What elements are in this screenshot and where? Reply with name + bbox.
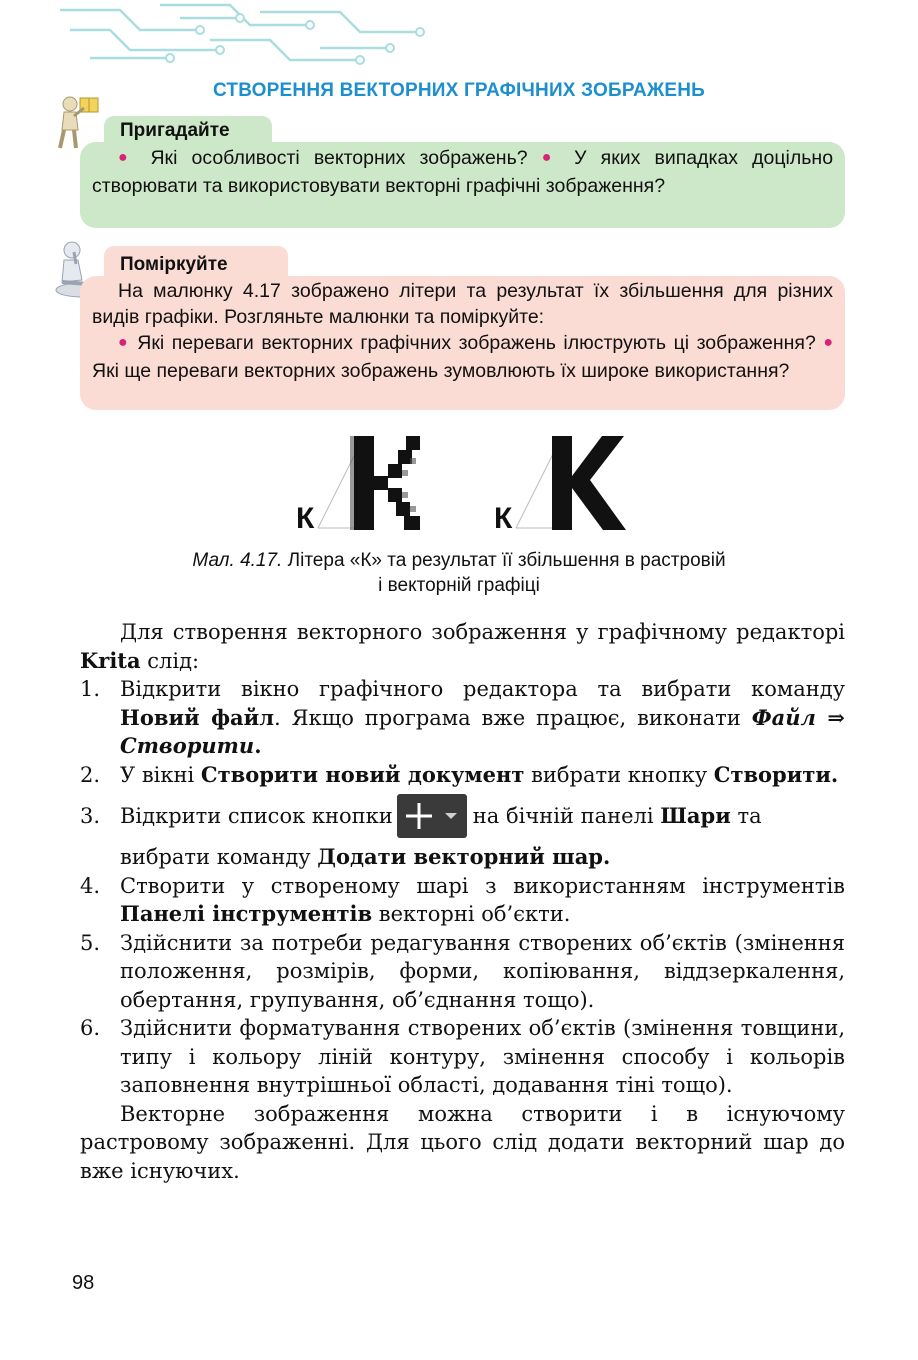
figure-caption: [0, 548, 918, 598]
raster-small-letter: К: [296, 502, 315, 535]
vector-letter-group: [494, 436, 626, 535]
think-question-2: Які ще переваги векторних зображень зумовлюють їх широке використання?: [92, 360, 790, 382]
intro-paragraph: Для створення векторного зображення у графічному редакторі Krita слід:: [80, 620, 845, 673]
raster-letter-group: [296, 436, 420, 535]
step-1: 1. Відкрити вікно графічного редактора та вибрати команду Новий файл. Якщо програма вже працює, виконати Файл ⇒ Створити.: [80, 677, 845, 758]
caption-text-2: і векторній графіці: [378, 575, 540, 596]
app-name: Krita: [80, 647, 141, 673]
think-question-1: Які переваги векторних графічних зображень ілюструють ці зображення?: [137, 332, 816, 354]
step-4: 4. Створити у створеному шарі з використанням інструментів Панелі інструментів векторні об’єкти.: [80, 873, 845, 926]
remember-box-title: Пригадайте: [104, 116, 272, 146]
think-intro: На малюнку 4.17 зображено літери та результат їх збільшення для різних видів графіки. Розгляньте малюнки та поміркуйте:: [92, 280, 833, 328]
closing-paragraph: Векторне зображення можна створити і в існуючому растровому зображенні. Для цього слід додати векторний шар до вже існуючих.: [80, 1101, 845, 1183]
caption-text: Літера «К» та результат її збільшення в растровій: [287, 550, 726, 571]
steps-list: [80, 675, 845, 1100]
circuit-decoration-icon: [60, 0, 430, 70]
bullet-icon: ●: [541, 149, 561, 166]
add-layer-button-icon: [397, 794, 467, 838]
step-5: 5. Здійснити за потреби редагування створених об’єктів (змінення положення, розмірів, форми, копіювання, віддзеркалення, обертання, групування, об’єднання тощо).: [80, 930, 845, 1012]
vector-small-letter: К: [494, 502, 513, 535]
think-box: [80, 276, 845, 410]
bullet-icon: ●: [118, 149, 137, 166]
step-3: 3. Відкрити список кнопки на бічній панелі Шари та вибрати команду Додати векторний шар.: [80, 793, 845, 872]
think-box-title: Поміркуйте: [104, 246, 288, 280]
letter-k-figure: [290, 430, 640, 540]
add-layer-button[interactable]: [397, 794, 467, 838]
page-number: 98: [72, 1272, 95, 1294]
section-title: СТВОРЕННЯ ВЕКТОРНИХ ГРАФІЧНИХ ЗОБРАЖЕНЬ: [212, 80, 705, 101]
caption-label: Мал. 4.17.: [192, 550, 283, 571]
bullet-icon: ●: [823, 334, 834, 351]
remember-question-2: У яких випадках доцільно створювати та використовувати векторні графічні зображення?: [92, 147, 834, 197]
main-text: [80, 618, 845, 1185]
step-2: 2. У вікні Створити новий документ вибрати кнопку Створити.: [80, 761, 839, 787]
bullet-icon: ●: [118, 334, 130, 351]
step-6: 6. Здійснити форматування створених об’єктів (змінення товщини, типу і кольору ліній контуру, змінення способу і кольорів заповнення внутрішньої області, додавання тіні тощо).: [80, 1016, 845, 1097]
remember-box: [80, 142, 845, 228]
remember-question-1: Які особливості векторних зображень?: [150, 147, 528, 169]
